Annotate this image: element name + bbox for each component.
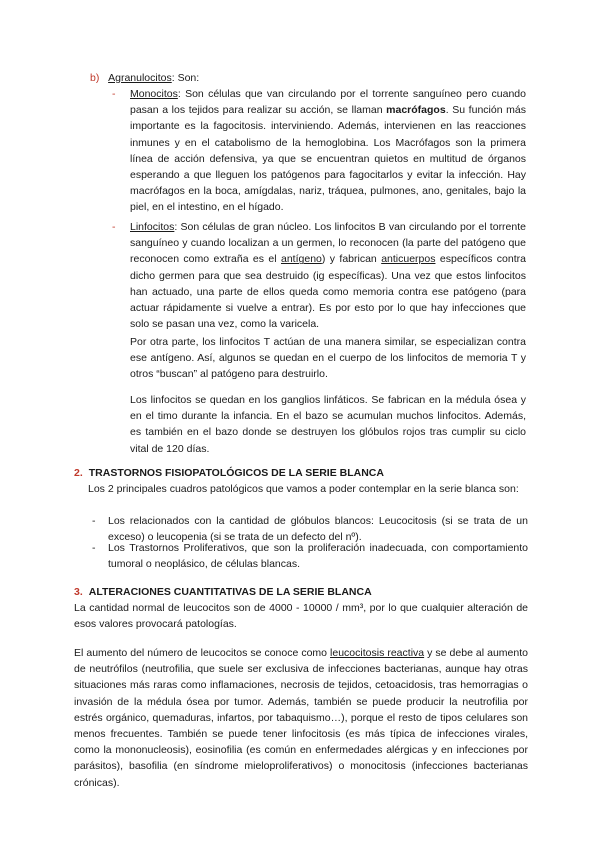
macrofagos-term: macrófagos: [386, 104, 446, 117]
list-marker: b): [90, 72, 100, 84]
monocitos-paragraph: [130, 86, 526, 216]
section-3-paragraph-1: La cantidad normal de leucocitos son de 4000 - 10000 / mm³, por lo que cualquier alteración de esos valores provocará patologías.: [74, 602, 528, 631]
section-2-bullet-dash: -: [92, 515, 96, 527]
linfocitos-ganglios-paragraph: Los linfocitos se quedan en los ganglios linfáticos. Se fabrican en la médula ósea y en el timo durante la infancia. En el bazo se acumulan muchos linfocitos. Además, es también en el bazo donde se destruyen los glóbulos rojos tras cumplir su ciclo vital de 120 días.: [130, 394, 526, 455]
section-3-number: 3.: [74, 586, 83, 598]
linfocitos-text-b: ) y fabrican: [321, 253, 382, 266]
para2-text-a: El aumento del número de leucocitos se conoce como: [74, 647, 331, 659]
agranulocitos-title: Agranulocitos: [108, 72, 172, 84]
agranulocitos-suffix: : Son:: [171, 72, 200, 84]
antigeno-term: antígeno: [281, 253, 322, 266]
linfocitos-term: Linfocitos: [130, 221, 175, 233]
section-2-bullet-1: Los relacionados con la cantidad de glóbulos blancos: Leucocitosis (si se trata de un exceso) o leucopenia (si se trata de un defecto del nº).: [108, 515, 528, 544]
linfocitos-text-a: : Son células de gran núcleo. Los linfocitos B van circulando por el torrente sanguíneo y cuando localizan a un germen, lo reconocen (la parte del patógeno que reconocen como extraña es el: [130, 221, 526, 266]
section-2-bullet-dash: -: [92, 542, 96, 554]
agranulocitos-heading: [90, 70, 530, 86]
section-2-number: 2.: [74, 467, 83, 479]
linfocitos-bullet: -: [112, 221, 116, 233]
section-2-title: TRASTORNOS FISIOPATOLÓGICOS DE LA SERIE BLANCA: [88, 467, 384, 479]
para2-text-b: y se debe al aumento de neutrófilos (neutrofilia, que suele ser exclusiva de infecciones bacterianas, aunque hay otras situaciones más raras como inflamaciones, necrosis de tejidos, cetoacidosis, tras hemorragias o invasión de la médula ósea por tumor. Además, también se puede producir la neutrofilia por estrés orgánico, quemaduras, infartos, por tabaquismo…), porque el resto de tipos celulares son menos frecuentes. También se puede tener linfocitosis (es más típica de infecciones virales, como la mononucleosis), eosinofilia (es común en enfermedades alérgicas y en infecciones por parásitos), basofilia (en síndrome mieloproliferativos) o monocitosis (infecciones bacterianas crónicas).: [74, 647, 528, 789]
monocitos-text-a: : Son células que van circulando por el torrente sanguíneo pero cuando pasan a los tejidos para realizar su acción, se llaman: [130, 88, 526, 117]
monocitos-text-b: . Su función más importante es la fagocitosis. interviniendo. Además, intervienen en las reacciones inmunes y en el catabolismo de la hemoglobina. Los Macrófagos son la primera línea de acción defensiva, ya que se encuentran quietos en multitud de órganos esperando a que lleguen los patógenos para fagocitarlos y evitar la infección. Hay macrófagos en la boca, amígdalas, nariz, tráquea, pulmones, ano, genitales, bajo la piel, en el intestino, en el hígado.: [130, 104, 526, 214]
anticuerpos-term: anticuerpos: [381, 253, 436, 266]
linfocitos-text-c: específicos contra dicho germen para que sea destruido (ig específicas). Una vez que estos linfocitos han actuado, una parte de ellos queda como memoria contra ese patógeno (para actuar rápidamente si vuelve a entrar). Es por esto por lo que hay infecciones que solo se pasan una vez, como la varicela.: [130, 253, 526, 331]
monocitos-term: Monocitos: [130, 88, 178, 100]
monocitos-bullet: -: [112, 88, 116, 100]
linfocitos-paragraph: [130, 219, 526, 332]
section-2-heading: [74, 465, 384, 481]
section-3-paragraph-2: [74, 645, 528, 791]
linfocitos-t-paragraph: Por otra parte, los linfocitos T actúan de una manera similar, se especializan contra ese antígeno. Así, algunos se quedan en el cuerpo de los linfocitos de memoria T y otros “buscan” al patógeno para destruirlo.: [130, 336, 526, 381]
section-3-heading: [74, 584, 372, 600]
section-2-bullet-2: Los Trastornos Proliferativos, que son la proliferación inadecuada, con comportamiento tumoral o neoplásico, de células blancas.: [108, 542, 528, 571]
leucocitosis-reactiva-term: leucocitosis reactiva: [330, 647, 425, 659]
section-3-title: ALTERACIONES CUANTITATIVAS DE LA SERIE BLANCA: [88, 586, 372, 598]
section-2-intro: Los 2 principales cuadros patológicos que vamos a poder contemplar en la serie blanca son:: [88, 483, 519, 495]
